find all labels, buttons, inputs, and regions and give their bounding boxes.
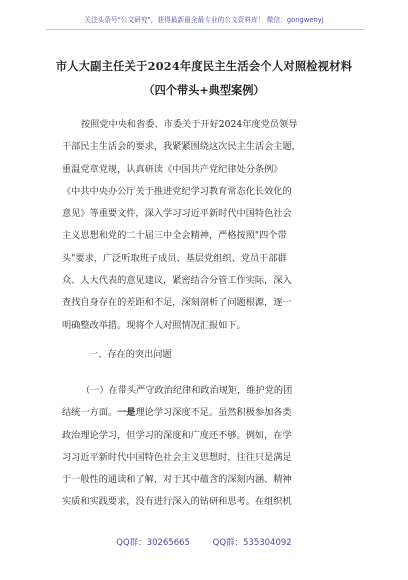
paragraph-line: （一）在带头严守政治纪律和政治规矩，维护党的团 (81, 385, 293, 396)
footer-qq-group-1: QQ群：30265665 (116, 538, 190, 548)
paragraph-line: 政治理论学习，但学习的深度和广度还不够。例如，在学 (62, 429, 292, 441)
paragraph-line: 《中共中央办公厅关于推进党纪学习教育常态化长效化的 (62, 185, 292, 197)
section-heading: 一、存在的突出问题 (89, 349, 172, 360)
paragraph-line: 众、人大代表的意见建议，紧密结合分管工作实际，深入 (62, 275, 292, 287)
paragraph-line: 实质和实践要求，没有进行深入的钻研和思考。在组织机 (62, 496, 292, 508)
paragraph-line: 头"要求，广泛听取班子成员、基层党组织、党员干部群 (62, 252, 287, 264)
paragraph-line: 干部民主生活会的要求，我紧紧围绕这次民主生活会主题， (62, 141, 301, 153)
paragraph-line: 重温党章党规，认真研读《中国共产党纪律处分条例》 (62, 163, 283, 175)
section-paragraph (62, 380, 349, 514)
paragraph-line: 查找自身存在的差距和不足，深刻剖析了问题根源，逐一 (62, 297, 292, 309)
document-title: 市人大副主任关于2024年度民主生活会个人对照检视材料 (55, 59, 353, 73)
document-subtitle: （四个带头+典型案例） (143, 83, 265, 97)
paragraph-line: 于一般性的通读和了解，对于其中蕴含的深刻内涵、精神 (62, 474, 292, 486)
footer-qq-group-2: QQ群：535304092 (212, 538, 292, 548)
paragraph-line: 主义思想和党的二十届三中全会精神，严格按照"四个带 (62, 230, 287, 242)
header-divider (46, 29, 364, 30)
intro-paragraph (62, 114, 349, 337)
bold-run: 一是 (117, 407, 136, 419)
footer-contacts (0, 536, 408, 548)
paragraph-line: 意见》等重要文件，深入学习习近平新时代中国特色社会 (62, 208, 292, 220)
header-banner: 关注头条号"公文研究"，获得最新最全最专业的公文资料库！ 微信：gongwenyj (84, 16, 324, 24)
text-run: 理论学习深度不足。虽然积极参加各类 (135, 407, 292, 419)
paragraph-line: 按照党中央和省委、市委关于开好2024年度党员领导 (81, 119, 298, 130)
paragraph-line-mixed (62, 402, 349, 424)
paragraph-line: 习习近平新时代中国特色社会主义思想时，往往只是满足 (62, 451, 292, 463)
paragraph-line: 明确整改举措。现将个人对照情况汇报如下。 (62, 319, 246, 331)
text-run: 结统一方面。 (62, 407, 118, 419)
